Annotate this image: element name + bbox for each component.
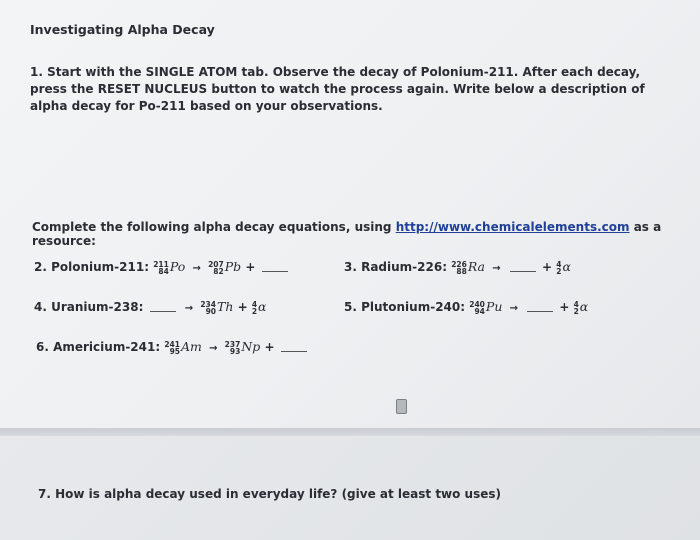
text-cursor-icon [396,399,407,414]
equation-5-answer-blank[interactable] [527,303,553,312]
equation-4-daughter-isotope: 234 90 [200,299,216,316]
equation-3-parent-isotope: 226 88 [451,259,467,276]
question-1 [30,64,680,115]
page-divider [0,428,700,436]
question-1-intro: 1. Start with the [30,65,146,79]
resource-link[interactable]: http://www.chemicalelements.com [395,220,630,234]
arrow-icon: → [184,303,194,314]
equation-5-parent-isotope: 240 94 [469,299,485,316]
instructions-suffix: as a resource: [32,220,662,248]
equation-3-parent-symbol: Ra [467,259,486,274]
equation-3-alpha-symbol: α [562,259,571,274]
equation-6-answer-blank[interactable] [281,343,307,352]
equation-6 [36,339,309,355]
plus-sign: + [264,340,275,354]
question-1-task: Write below a description of alpha decay for Po-211 based on your observations. [30,82,645,113]
equation-2-parent-symbol: Po [169,259,186,274]
equation-2-daughter-isotope: 207 82 [208,259,224,276]
plus-sign: + [541,260,553,274]
equation-4 [34,299,267,315]
arrow-icon: → [509,303,518,314]
equation-3-alpha-isotope: 4 2 [556,259,562,276]
instructions-text: Complete the following alpha decay equations, using [32,220,396,234]
equation-3-label: 3. Radium-226: [344,260,448,274]
equation-3 [344,259,571,275]
equation-4-label: 4. Uranium-238: [34,300,144,314]
question-1-body: tab. Observe the decay of Polonium-211. After each decay, press the RESET NUCLEUS button to watch the process again. [30,65,641,96]
equation-5-alpha-symbol: α [579,299,589,314]
equation-3-answer-blank[interactable] [510,263,536,272]
equation-6-daughter-symbol: Np [241,339,261,354]
plus-sign: + [237,300,248,314]
arrow-icon: → [192,263,201,274]
equation-4-alpha-symbol: α [258,299,267,314]
equations-instructions [32,220,700,248]
plus-sign: + [245,260,256,274]
question-1-tab-name: SINGLE ATOM [145,65,238,79]
equation-5-parent-symbol: Pu [485,299,503,314]
equation-6-label: 6. Americium-241: [36,340,161,354]
equation-2-parent-isotope: 211 84 [153,259,169,276]
equation-5 [344,299,588,315]
equation-2 [34,259,290,275]
equation-5-label: 5. Plutonium-240: [344,300,466,314]
equation-6-parent-isotope: 241 95 [164,339,180,356]
equation-2-label: 2. Polonium-211: [34,260,150,274]
equation-6-daughter-isotope: 237 93 [224,339,241,356]
equation-4-alpha-isotope: 4 2 [251,299,258,316]
equation-5-alpha-isotope: 4 2 [573,299,579,316]
arrow-icon: → [209,343,218,354]
page-title: Investigating Alpha Decay [30,22,215,37]
equation-2-answer-blank[interactable] [262,263,288,272]
arrow-icon: → [492,263,501,274]
plus-sign: + [559,300,570,314]
question-7: 7. How is alpha decay used in everyday life? (give at least two uses) [38,487,502,501]
equation-4-answer-blank[interactable] [150,303,176,312]
equation-4-daughter-symbol: Th [217,299,234,314]
equation-2-daughter-symbol: Pb [224,259,242,274]
equation-6-parent-symbol: Am [181,339,202,354]
